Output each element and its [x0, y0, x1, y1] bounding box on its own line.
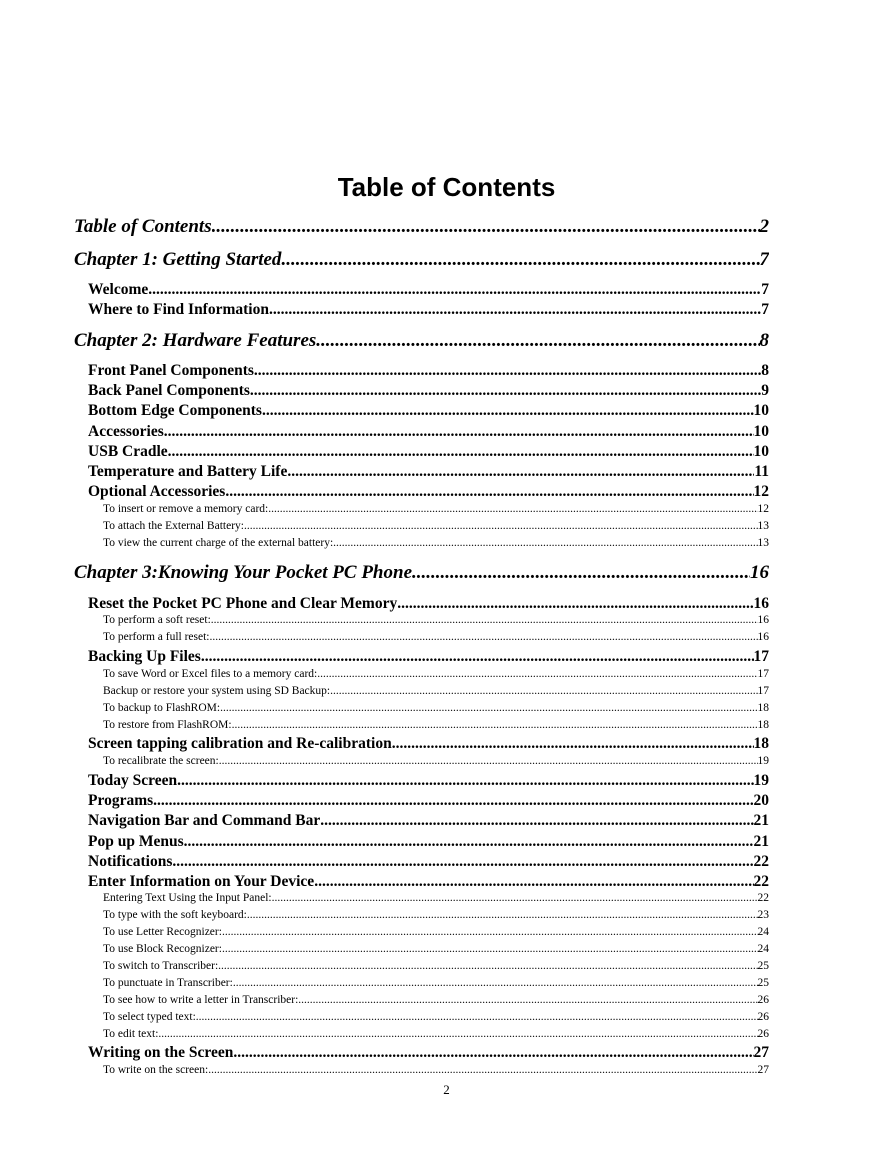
toc-entry-level-2[interactable]	[103, 719, 769, 735]
toc-entry-title: To use Letter Recognizer:	[103, 926, 222, 938]
toc-entry-level-2[interactable]	[103, 943, 769, 959]
toc-entry-title: To view the current charge of the external battery:	[103, 537, 334, 549]
dot-leader	[220, 702, 757, 714]
dot-leader	[168, 443, 754, 461]
dot-leader	[320, 812, 753, 830]
toc-entry-page-number: 21	[753, 812, 769, 829]
toc-entry-title: Navigation Bar and Command Bar	[88, 812, 321, 829]
toc-entry-level-2[interactable]	[103, 1064, 769, 1080]
dot-leader	[222, 943, 758, 955]
toc-entry-level-1[interactable]	[88, 301, 769, 321]
toc-entry-title: Screen tapping calibration and Re-calibration	[88, 735, 392, 752]
toc-entry-page-number: 27	[757, 1064, 769, 1076]
toc-entry-level-1[interactable]	[88, 873, 769, 893]
toc-entry-title: Writing on the Screen	[88, 1044, 234, 1061]
toc-entry-page-number: 21	[753, 833, 769, 850]
dot-leader	[196, 1011, 758, 1023]
toc-entry-page-number: 16	[757, 631, 769, 643]
toc-entry-level-2[interactable]	[103, 960, 769, 976]
toc-entry-level-0[interactable]	[74, 330, 769, 354]
toc-entry-page-number: 26	[757, 1028, 769, 1040]
toc-entry-title: Reset the Pocket PC Phone and Clear Memory	[88, 595, 398, 612]
toc-entry-level-1[interactable]	[88, 463, 769, 483]
page-number: 2	[443, 1082, 450, 1097]
toc-entry-title: Today Screen	[88, 772, 178, 789]
dot-leader	[172, 853, 753, 871]
toc-entry-page-number: 8	[759, 330, 769, 351]
dot-leader	[148, 281, 761, 299]
toc-entry-page-number: 22	[753, 853, 769, 870]
dot-leader	[164, 423, 754, 441]
dot-leader	[392, 735, 754, 753]
toc-entry-title: To insert or remove a memory card:	[103, 503, 269, 515]
dot-leader	[244, 520, 758, 532]
toc-entry-level-2[interactable]	[103, 926, 769, 942]
toc-entry-page-number: 13	[757, 537, 769, 549]
dot-leader	[211, 614, 758, 626]
toc-entry-level-2[interactable]	[103, 1028, 769, 1044]
dot-leader	[210, 631, 758, 643]
toc-entry-page-number: 20	[753, 792, 769, 809]
toc-entry-level-1[interactable]	[88, 792, 769, 812]
toc-entry-title: To attach the External Battery:	[103, 520, 244, 532]
dot-leader	[269, 301, 761, 319]
toc-entry-title: Enter Information on Your Device	[88, 873, 315, 890]
dot-leader	[201, 648, 754, 666]
toc-entry-level-2[interactable]	[103, 702, 769, 718]
toc-entry-title: To recalibrate the screen:	[103, 755, 219, 767]
dot-leader	[254, 362, 761, 380]
toc-entry-level-1[interactable]	[88, 382, 769, 402]
toc-entry-level-2[interactable]	[103, 537, 769, 553]
toc-entry-title: To select typed text:	[103, 1011, 196, 1023]
toc-entry-level-2[interactable]	[103, 631, 769, 647]
dot-leader	[177, 772, 753, 790]
toc-entry-title: To edit text:	[103, 1028, 159, 1040]
dot-leader	[219, 755, 758, 767]
dot-leader	[208, 1064, 757, 1076]
toc-entry-level-0[interactable]	[74, 216, 769, 240]
toc-entry-page-number: 18	[757, 719, 769, 731]
toc-entry-title: Welcome	[88, 281, 149, 298]
dot-leader	[262, 402, 754, 420]
toc-entry-title: To perform a full reset:	[103, 631, 210, 643]
dot-leader	[412, 562, 750, 584]
toc-entry-level-2[interactable]	[103, 614, 769, 630]
dot-leader	[218, 960, 757, 972]
toc-entry-page-number: 9	[761, 382, 769, 399]
toc-entry-title: Accessories	[88, 423, 164, 440]
toc-entry-page-number: 17	[753, 648, 769, 665]
dot-leader	[212, 216, 760, 238]
dot-leader	[158, 1028, 757, 1040]
toc-entry-title: Backing Up Files	[88, 648, 201, 665]
dot-leader	[330, 685, 757, 697]
toc-entry-level-1[interactable]	[88, 362, 769, 382]
toc-entry-page-number: 18	[753, 735, 769, 752]
toc-entry-title: Table of Contents	[74, 216, 212, 237]
toc-entry-page-number: 2	[759, 216, 769, 237]
toc-entry-page-number: 27	[753, 1044, 769, 1061]
toc-entry-level-1[interactable]	[88, 595, 769, 615]
toc-entry-level-1[interactable]	[88, 443, 769, 463]
page-title: Table of Contents	[337, 172, 556, 202]
dot-leader	[233, 1044, 753, 1062]
toc-entry-page-number: 10	[753, 423, 769, 440]
dot-leader	[314, 873, 753, 891]
toc-entry-title: Entering Text Using the Input Panel:	[103, 892, 272, 904]
toc-entry-level-1[interactable]	[88, 772, 769, 792]
dot-leader	[153, 792, 753, 810]
toc-entry-title: Temperature and Battery Life	[88, 463, 288, 480]
toc-entry-page-number: 22	[757, 892, 769, 904]
toc-entry-title: To perform a soft reset:	[103, 614, 211, 626]
dot-leader	[281, 249, 759, 271]
toc-entry-level-2[interactable]	[103, 994, 769, 1010]
dot-leader	[225, 483, 753, 501]
toc-entry-page-number: 24	[757, 943, 769, 955]
toc-entry-title: Where to Find Information	[88, 301, 269, 318]
toc-entry-page-number: 12	[753, 483, 769, 500]
toc-entry-title: Chapter 3:Knowing Your Pocket PC Phone	[74, 562, 413, 583]
toc-entry-title: Programs	[88, 792, 154, 809]
dot-leader	[184, 833, 754, 851]
dot-leader	[287, 463, 754, 481]
toc-entry-page-number: 26	[757, 994, 769, 1006]
toc-entry-level-1[interactable]	[88, 853, 769, 873]
toc-entry-title: Chapter 1: Getting Started	[74, 249, 282, 270]
toc-entry-title: To punctuate in Transcriber:	[103, 977, 233, 989]
toc-entry-level-1[interactable]	[88, 812, 769, 832]
toc-entry-page-number: 19	[753, 772, 769, 789]
dot-leader	[233, 977, 758, 989]
toc-entry-page-number: 12	[757, 503, 769, 515]
toc-entry-page-number: 7	[761, 281, 769, 298]
toc-entry-page-number: 23	[757, 909, 769, 921]
toc-entry-level-1[interactable]	[88, 833, 769, 853]
toc-entry-page-number: 16	[750, 562, 769, 583]
toc-entry-level-0[interactable]	[74, 562, 769, 586]
toc-entry-title: To save Word or Excel files to a memory card:	[103, 668, 318, 680]
toc-entry-title: Bottom Edge Components	[88, 402, 262, 419]
toc-entry-page-number: 17	[757, 685, 769, 697]
toc-entry-page-number: 24	[757, 926, 769, 938]
dot-leader	[232, 719, 758, 731]
dot-leader	[317, 668, 757, 680]
dot-leader	[272, 892, 758, 904]
toc-entry-title: To use Block Recognizer:	[103, 943, 222, 955]
toc-entry-level-0[interactable]	[74, 249, 769, 273]
toc-entry-level-1[interactable]	[88, 648, 769, 668]
toc-entry-level-1[interactable]	[88, 1044, 769, 1064]
toc-entry-page-number: 26	[757, 1011, 769, 1023]
toc-entry-level-2[interactable]	[103, 1011, 769, 1027]
toc-entry-title: To backup to FlashROM:	[103, 702, 221, 714]
toc-entry-level-1[interactable]	[88, 483, 769, 503]
toc-entry-level-2[interactable]	[103, 977, 769, 993]
toc-entry-level-2[interactable]	[103, 892, 769, 908]
dot-leader	[222, 926, 758, 938]
toc-entry-title: Pop up Menus	[88, 833, 184, 850]
toc-entry-level-1[interactable]	[88, 281, 769, 301]
toc-entry-title: USB Cradle	[88, 443, 168, 460]
toc-entry-title: To see how to write a letter in Transcriber:	[103, 994, 299, 1006]
toc-entry-page-number: 13	[757, 520, 769, 532]
toc-entry-title: Notifications	[88, 853, 173, 870]
toc-entry-title: Back Panel Components	[88, 382, 250, 399]
toc-entry-page-number: 7	[761, 301, 769, 318]
dot-leader	[250, 382, 761, 400]
toc-entry-title: To switch to Transcriber:	[103, 960, 219, 972]
toc-entry-title: Front Panel Components	[88, 362, 254, 379]
dot-leader	[397, 595, 753, 613]
toc-entry-page-number: 25	[757, 977, 769, 989]
toc-entry-page-number: 16	[753, 595, 769, 612]
toc-entry-title: To write on the screen:	[103, 1064, 209, 1076]
toc-entry-title: To restore from FlashROM:	[103, 719, 232, 731]
toc-entry-level-2[interactable]	[103, 503, 769, 519]
toc-entry-level-2[interactable]	[103, 755, 769, 771]
toc-entry-level-2[interactable]	[103, 520, 769, 536]
toc-entry-page-number: 18	[757, 702, 769, 714]
toc-entry-level-1[interactable]	[88, 423, 769, 443]
toc-entry-page-number: 11	[754, 463, 769, 480]
toc-entry-page-number: 16	[757, 614, 769, 626]
toc-entry-level-2[interactable]	[103, 909, 769, 925]
dot-leader	[298, 994, 757, 1006]
toc-entry-title: Backup or restore your system using SD Backup:	[103, 685, 331, 697]
toc-entry-page-number: 8	[761, 362, 769, 379]
toc-entry-level-2[interactable]	[103, 668, 769, 684]
toc-entry-level-1[interactable]	[88, 402, 769, 422]
toc-entry-page-number: 22	[753, 873, 769, 890]
toc-entry-title: Optional Accessories	[88, 483, 226, 500]
toc-entry-page-number: 25	[757, 960, 769, 972]
dot-leader	[316, 330, 759, 352]
toc-entry-page-number: 19	[757, 755, 769, 767]
toc-entry-title: To type with the soft keyboard:	[103, 909, 247, 921]
toc-entry-level-2[interactable]	[103, 685, 769, 701]
dot-leader	[247, 909, 758, 921]
toc-entry-page-number: 17	[757, 668, 769, 680]
toc-entry-page-number: 10	[753, 402, 769, 419]
dot-leader	[333, 537, 757, 549]
toc-entry-level-1[interactable]	[88, 735, 769, 755]
toc-entry-page-number: 7	[759, 249, 769, 270]
toc-entry-title: Chapter 2: Hardware Features	[74, 330, 317, 351]
toc-entry-page-number: 10	[753, 443, 769, 460]
dot-leader	[268, 503, 757, 515]
